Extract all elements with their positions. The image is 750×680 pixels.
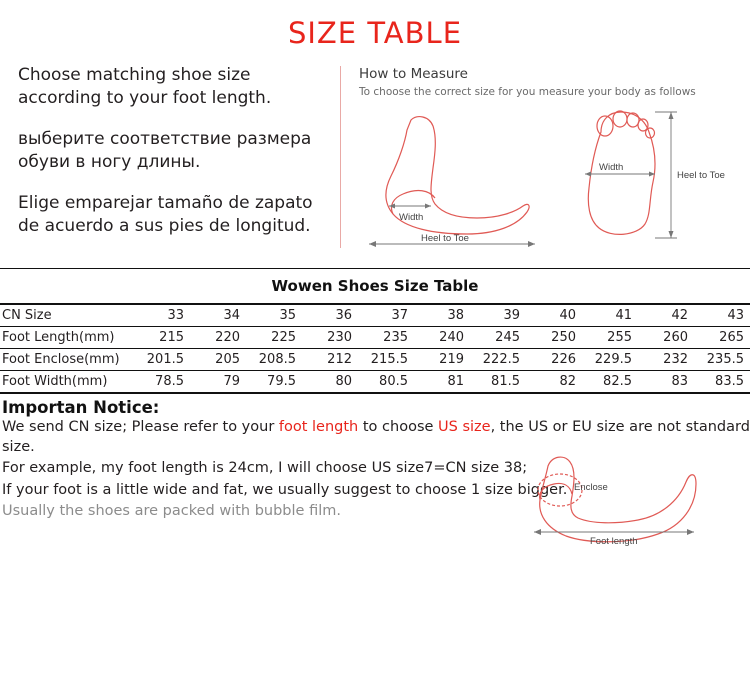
cell: 208.5 bbox=[246, 349, 302, 371]
cell: 82 bbox=[526, 371, 582, 393]
cell: 79 bbox=[190, 371, 246, 393]
cell: 226 bbox=[526, 349, 582, 371]
cell: 201.5 bbox=[134, 349, 190, 371]
notice-line-2: For example, my foot length is 24cm, I will choose US size7=CN size 38; bbox=[2, 460, 528, 477]
enclose-foot-svg bbox=[512, 436, 732, 556]
foot-length-arrow-icon bbox=[534, 529, 694, 535]
measurement-diagrams bbox=[359, 102, 750, 252]
table-row bbox=[0, 305, 750, 327]
cell: 250 bbox=[526, 327, 582, 349]
cell: 235.5 bbox=[694, 349, 750, 371]
size-table bbox=[0, 269, 750, 393]
cell: 219 bbox=[414, 349, 470, 371]
cell: 33 bbox=[134, 305, 190, 327]
cell: 36 bbox=[302, 305, 358, 327]
cell: 35 bbox=[246, 305, 302, 327]
cell: 260 bbox=[638, 327, 694, 349]
enclose-diagram bbox=[512, 436, 732, 556]
cell: 82.5 bbox=[582, 371, 638, 393]
side-width-label: Width bbox=[399, 212, 424, 223]
cell: 83.5 bbox=[694, 371, 750, 393]
cell: 80.5 bbox=[358, 371, 414, 393]
row-label: Foot Enclose(mm) bbox=[0, 349, 134, 371]
cell: 81 bbox=[414, 371, 470, 393]
cell: 230 bbox=[302, 327, 358, 349]
cell: 39 bbox=[470, 305, 526, 327]
intro-line-en: Choose matching shoe size according to your foot length. bbox=[18, 65, 272, 108]
cell: 34 bbox=[190, 305, 246, 327]
cell: 245 bbox=[470, 327, 526, 349]
side-heel-to-toe-label: Heel to Toe bbox=[421, 233, 469, 244]
cell: 80 bbox=[302, 371, 358, 393]
size-table-body bbox=[0, 305, 750, 393]
top-heel-to-toe-label: Heel to Toe bbox=[677, 170, 725, 181]
top-width-label: Width bbox=[599, 162, 624, 173]
important-notice-block bbox=[0, 394, 750, 547]
row-label: Foot Length(mm) bbox=[0, 327, 134, 349]
cell: 37 bbox=[358, 305, 414, 327]
cell: 215.5 bbox=[358, 349, 414, 371]
notice-heading: Importan Notice: bbox=[2, 398, 160, 417]
cell: 43 bbox=[694, 305, 750, 327]
intro-line-es: Elige emparejar tamaño de zapato de acuerdo a sus pies de longitud. bbox=[18, 192, 313, 236]
cell: 41 bbox=[582, 305, 638, 327]
page-title: SIZE TABLE bbox=[287, 16, 463, 50]
top-heel-to-toe-arrow-icon bbox=[655, 112, 677, 238]
table-row bbox=[0, 349, 750, 371]
notice-highlight-foot-length: foot length bbox=[278, 419, 359, 435]
intro-text-block bbox=[0, 64, 340, 262]
cell: 232 bbox=[638, 349, 694, 371]
how-to-measure-subheading: To choose the correct size for you measure your body as follows bbox=[359, 86, 696, 98]
size-table-caption: Wowen Shoes Size Table bbox=[0, 269, 750, 304]
intro-line-ru: выберите соответствие размера обуви в ногу длины. bbox=[18, 128, 312, 172]
enclose-label: Enclose bbox=[574, 482, 608, 493]
top-section bbox=[0, 64, 750, 262]
cell: 225 bbox=[246, 327, 302, 349]
how-to-measure-block bbox=[341, 64, 750, 262]
notice-line-3: If your foot is a little wide and fat, we usually suggest to choose 1 size bigger. bbox=[2, 481, 568, 498]
notice-line1-b: to choose bbox=[358, 419, 439, 435]
how-to-measure-heading: How to Measure bbox=[359, 66, 468, 82]
cell: 229.5 bbox=[582, 349, 638, 371]
notice-line1-c: , the US or EU size are not standard size. bbox=[2, 419, 750, 455]
notice-highlight-us-size: US size bbox=[438, 419, 491, 435]
cell: 235 bbox=[358, 327, 414, 349]
cell: 220 bbox=[190, 327, 246, 349]
cell: 265 bbox=[694, 327, 750, 349]
cell: 215 bbox=[134, 327, 190, 349]
notice-line-4: Usually the shoes are packed with bubble film. bbox=[2, 503, 341, 520]
cell: 78.5 bbox=[134, 371, 190, 393]
bottom-foot-outline-icon bbox=[538, 457, 696, 542]
cell: 83 bbox=[638, 371, 694, 393]
cell: 42 bbox=[638, 305, 694, 327]
table-row bbox=[0, 371, 750, 393]
row-label: CN Size bbox=[0, 305, 134, 327]
cell: 38 bbox=[414, 305, 470, 327]
table-row bbox=[0, 327, 750, 349]
side-width-arrow-icon bbox=[389, 204, 431, 209]
cell: 40 bbox=[526, 305, 582, 327]
cell: 222.5 bbox=[470, 349, 526, 371]
cell: 205 bbox=[190, 349, 246, 371]
foot-diagram-svg bbox=[359, 102, 749, 252]
cell: 255 bbox=[582, 327, 638, 349]
size-table-wrap bbox=[0, 268, 750, 394]
row-label: Foot Width(mm) bbox=[0, 371, 134, 393]
cell: 79.5 bbox=[246, 371, 302, 393]
notice-line1-a: We send CN size; Please refer to your bbox=[2, 419, 279, 435]
cell: 81.5 bbox=[470, 371, 526, 393]
cell: 240 bbox=[414, 327, 470, 349]
cell: 212 bbox=[302, 349, 358, 371]
foot-length-label: Foot length bbox=[590, 536, 638, 547]
